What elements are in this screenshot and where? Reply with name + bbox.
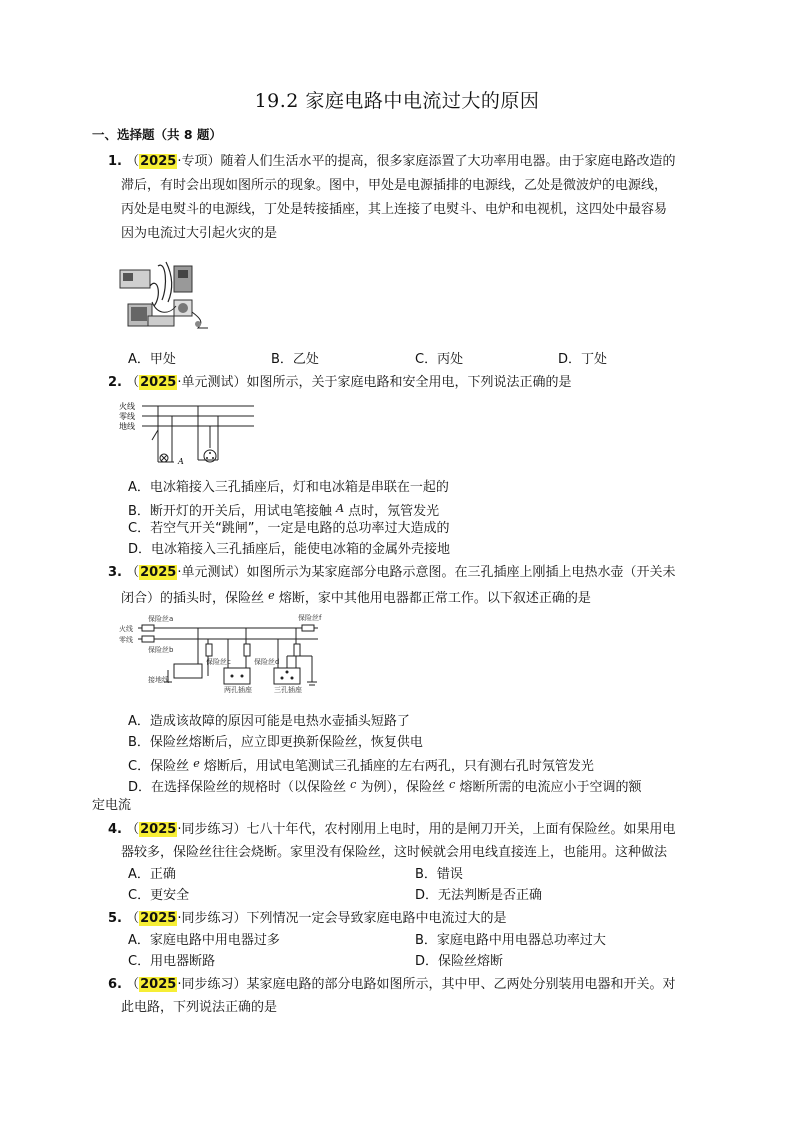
question-1-line-3: 丙处是电熨斗的电源线，丁处是转接插座，其上连接了电熨斗、电炉和电视机，这四处中最容易 xyxy=(121,202,668,217)
question-4-line-2: 器较多，保险丝往往会烧断。家里没有保险丝，这时候就会用电线直接连上，也能用。这种做法 xyxy=(121,845,668,860)
question-2: 2. （2025·单元测试）如图所示，关于家庭电路和安全用电，下列说法正确的是 xyxy=(108,375,572,390)
question-source: ·单元测试） xyxy=(177,565,247,580)
fuse-label: e xyxy=(193,757,200,770)
q2-option-a[interactable]: A．电冰箱接入三孔插座后，灯和电冰箱是串联在一起的 xyxy=(128,480,449,495)
neutral-wire-label: 零线 xyxy=(119,412,135,421)
q3-option-d-text: D．在选择保险丝的规格时（以保险丝 xyxy=(128,780,347,795)
fuse-label: c xyxy=(449,778,456,791)
question-text: 如图所示为某家庭部分电路示意图。在三孔插座上刚插上电热水壶（开关未 xyxy=(246,565,676,580)
question-1: 1. （2025·专项）随着人们生活水平的提高，很多家庭添置了大功率用电器。由于家庭电路改造的 xyxy=(108,154,676,169)
section-heading: 一、选择题（共 8 题） xyxy=(92,127,222,142)
q1-option-d[interactable]: D．丁处 xyxy=(558,352,608,367)
q3-option-a[interactable]: A．造成该故障的原因可能是电热水壶插头短路了 xyxy=(128,714,410,729)
question-source: ·同步练习） xyxy=(177,977,247,992)
overloaded-socket-figure xyxy=(118,256,214,336)
q3-option-b[interactable]: B．保险丝熔断后，应立即更换新保险丝，恢复供电 xyxy=(128,735,423,750)
household-circuit-figure xyxy=(118,400,258,472)
q3-option-c[interactable] xyxy=(128,754,594,777)
question-1-line-2: 滞后，有时会出现如图所示的现象。图中，甲处是电源插排的电源线，乙处是微波炉的电源线， xyxy=(121,178,668,193)
two-hole-socket-label: 两孔插座 xyxy=(224,686,252,694)
question-text: 下列情况一定会导致家庭电路中电流过大的是 xyxy=(246,911,507,926)
fuse-label: c xyxy=(350,778,357,791)
q2-option-c[interactable]: C．若空气开关“跳闸”，一定是电路的总功率过大造成的 xyxy=(128,521,450,536)
fuse-a-label: 保险丝a xyxy=(148,615,174,623)
fuse-f-label: 保险丝f xyxy=(298,614,322,622)
q5-option-c[interactable]: C．用电器断路 xyxy=(128,954,216,969)
question-text: 随着人们生活水平的提高，很多家庭添置了大功率用电器。由于家庭电路改造的 xyxy=(220,154,676,169)
question-source: ·单元测试） xyxy=(177,375,247,390)
fuse-b-label: 保险丝b xyxy=(148,646,174,654)
question-3: 3. （2025·单元测试）如图所示为某家庭部分电路示意图。在三孔插座上刚插上电热水壶（开关未 xyxy=(108,565,676,580)
q4-option-a[interactable]: A．正确 xyxy=(128,867,176,882)
question-5: 5. （2025·同步练习）下列情况一定会导致家庭电路中电流过大的是 xyxy=(108,911,507,926)
point-a-label: A xyxy=(178,457,184,466)
year-highlight: 2025 xyxy=(140,911,177,926)
question-number: 6. xyxy=(108,977,122,992)
fuse-circuit-figure xyxy=(118,612,322,706)
q5-option-d[interactable]: D．保险丝熔断 xyxy=(415,954,504,969)
q1-option-c[interactable]: C．丙处 xyxy=(415,352,464,367)
q3-option-d-text: 熔断所需的电流应小于空调的额 xyxy=(459,780,642,795)
ground-wire-label: 地线 xyxy=(119,422,135,431)
three-hole-socket-label: 三孔插座 xyxy=(274,686,302,694)
year-highlight: 2025 xyxy=(140,977,177,992)
year-highlight: 2025 xyxy=(140,375,177,390)
question-number: 2. xyxy=(108,375,122,390)
q2-option-b-text-end: 点时，氖管发光 xyxy=(348,504,440,519)
question-number: 5. xyxy=(108,911,122,926)
fuse-c-label: 保险丝c xyxy=(206,658,231,666)
question-4: 4. （2025·同步练习）七八十年代，农村刚用上电时，用的是闸刀开关，上面有保险丝。如果用电 xyxy=(108,822,676,837)
q5-option-b[interactable]: B．家庭电路中用电器总功率过大 xyxy=(415,933,606,948)
q5-option-a[interactable]: A．家庭电路中用电器过多 xyxy=(128,933,280,948)
question-number: 1. xyxy=(108,154,122,169)
q4-option-c[interactable]: C．更安全 xyxy=(128,888,190,903)
question-text: 如图所示，关于家庭电路和安全用电，下列说法正确的是 xyxy=(246,375,572,390)
question-6-line-2: 此电路，下列说法正确的是 xyxy=(121,1000,278,1015)
q1-option-a[interactable]: A．甲处 xyxy=(128,352,176,367)
fuse-label: e xyxy=(268,589,275,602)
question-text: 某家庭电路的部分电路如图所示，其中甲、乙两处分别装用电器和开关。对 xyxy=(246,977,676,992)
year-highlight: 2025 xyxy=(140,565,177,580)
question-source: ·同步练习） xyxy=(177,822,247,837)
q2-option-b-point: A xyxy=(336,502,345,515)
question-6: 6. （2025·同步练习）某家庭电路的部分电路如图所示，其中甲、乙两处分别装用电器和开关。对 xyxy=(108,977,676,992)
q4-option-d[interactable]: D．无法判断是否正确 xyxy=(415,888,543,903)
q3-option-d-continued: 定电流 xyxy=(92,798,132,813)
question-3-line-2 xyxy=(121,584,721,611)
q1-option-b[interactable]: B．乙处 xyxy=(271,352,319,367)
q2-option-b-text: B．断开灯的开关后，用试电笔接触 xyxy=(128,504,332,519)
question-1-line-4: 因为电流过大引起火灾的是 xyxy=(121,226,278,241)
neutral-wire-label: 零线 xyxy=(119,636,133,644)
q3-option-c-text-end: 熔断后，用试电笔测试三孔插座的左右两孔，只有测右孔时氖管发光 xyxy=(203,759,594,774)
q4-option-b[interactable]: B．错误 xyxy=(415,867,463,882)
page-title: 19.2 家庭电路中电流过大的原因 xyxy=(254,90,540,112)
year-highlight: 2025 xyxy=(140,822,177,837)
q3-option-d[interactable] xyxy=(128,775,641,798)
q2-option-d[interactable]: D．电冰箱接入三孔插座后，能使电冰箱的金属外壳接地 xyxy=(128,542,451,557)
question-source: ·同步练习） xyxy=(177,911,247,926)
question-source: ·专项） xyxy=(177,154,221,169)
live-wire-label: 火线 xyxy=(119,625,133,633)
question-text: 闭合）的插头时，保险丝 xyxy=(121,591,265,606)
year-highlight: 2025 xyxy=(140,154,177,169)
question-text: 熔断，家中其他用电器都正常工作。以下叙述正确的是 xyxy=(278,591,591,606)
fuse-d-label: 保险丝d xyxy=(254,658,280,666)
question-number: 3. xyxy=(108,565,122,580)
question-number: 4. xyxy=(108,822,122,837)
ground-wire-label: 接地线 xyxy=(148,676,169,684)
live-wire-label: 火线 xyxy=(119,402,135,411)
question-text: 七八十年代，农村刚用上电时，用的是闸刀开关，上面有保险丝。如果用电 xyxy=(246,822,676,837)
q3-option-d-text: 为例），保险丝 xyxy=(360,780,445,795)
q3-option-c-text: C．保险丝 xyxy=(128,759,190,774)
